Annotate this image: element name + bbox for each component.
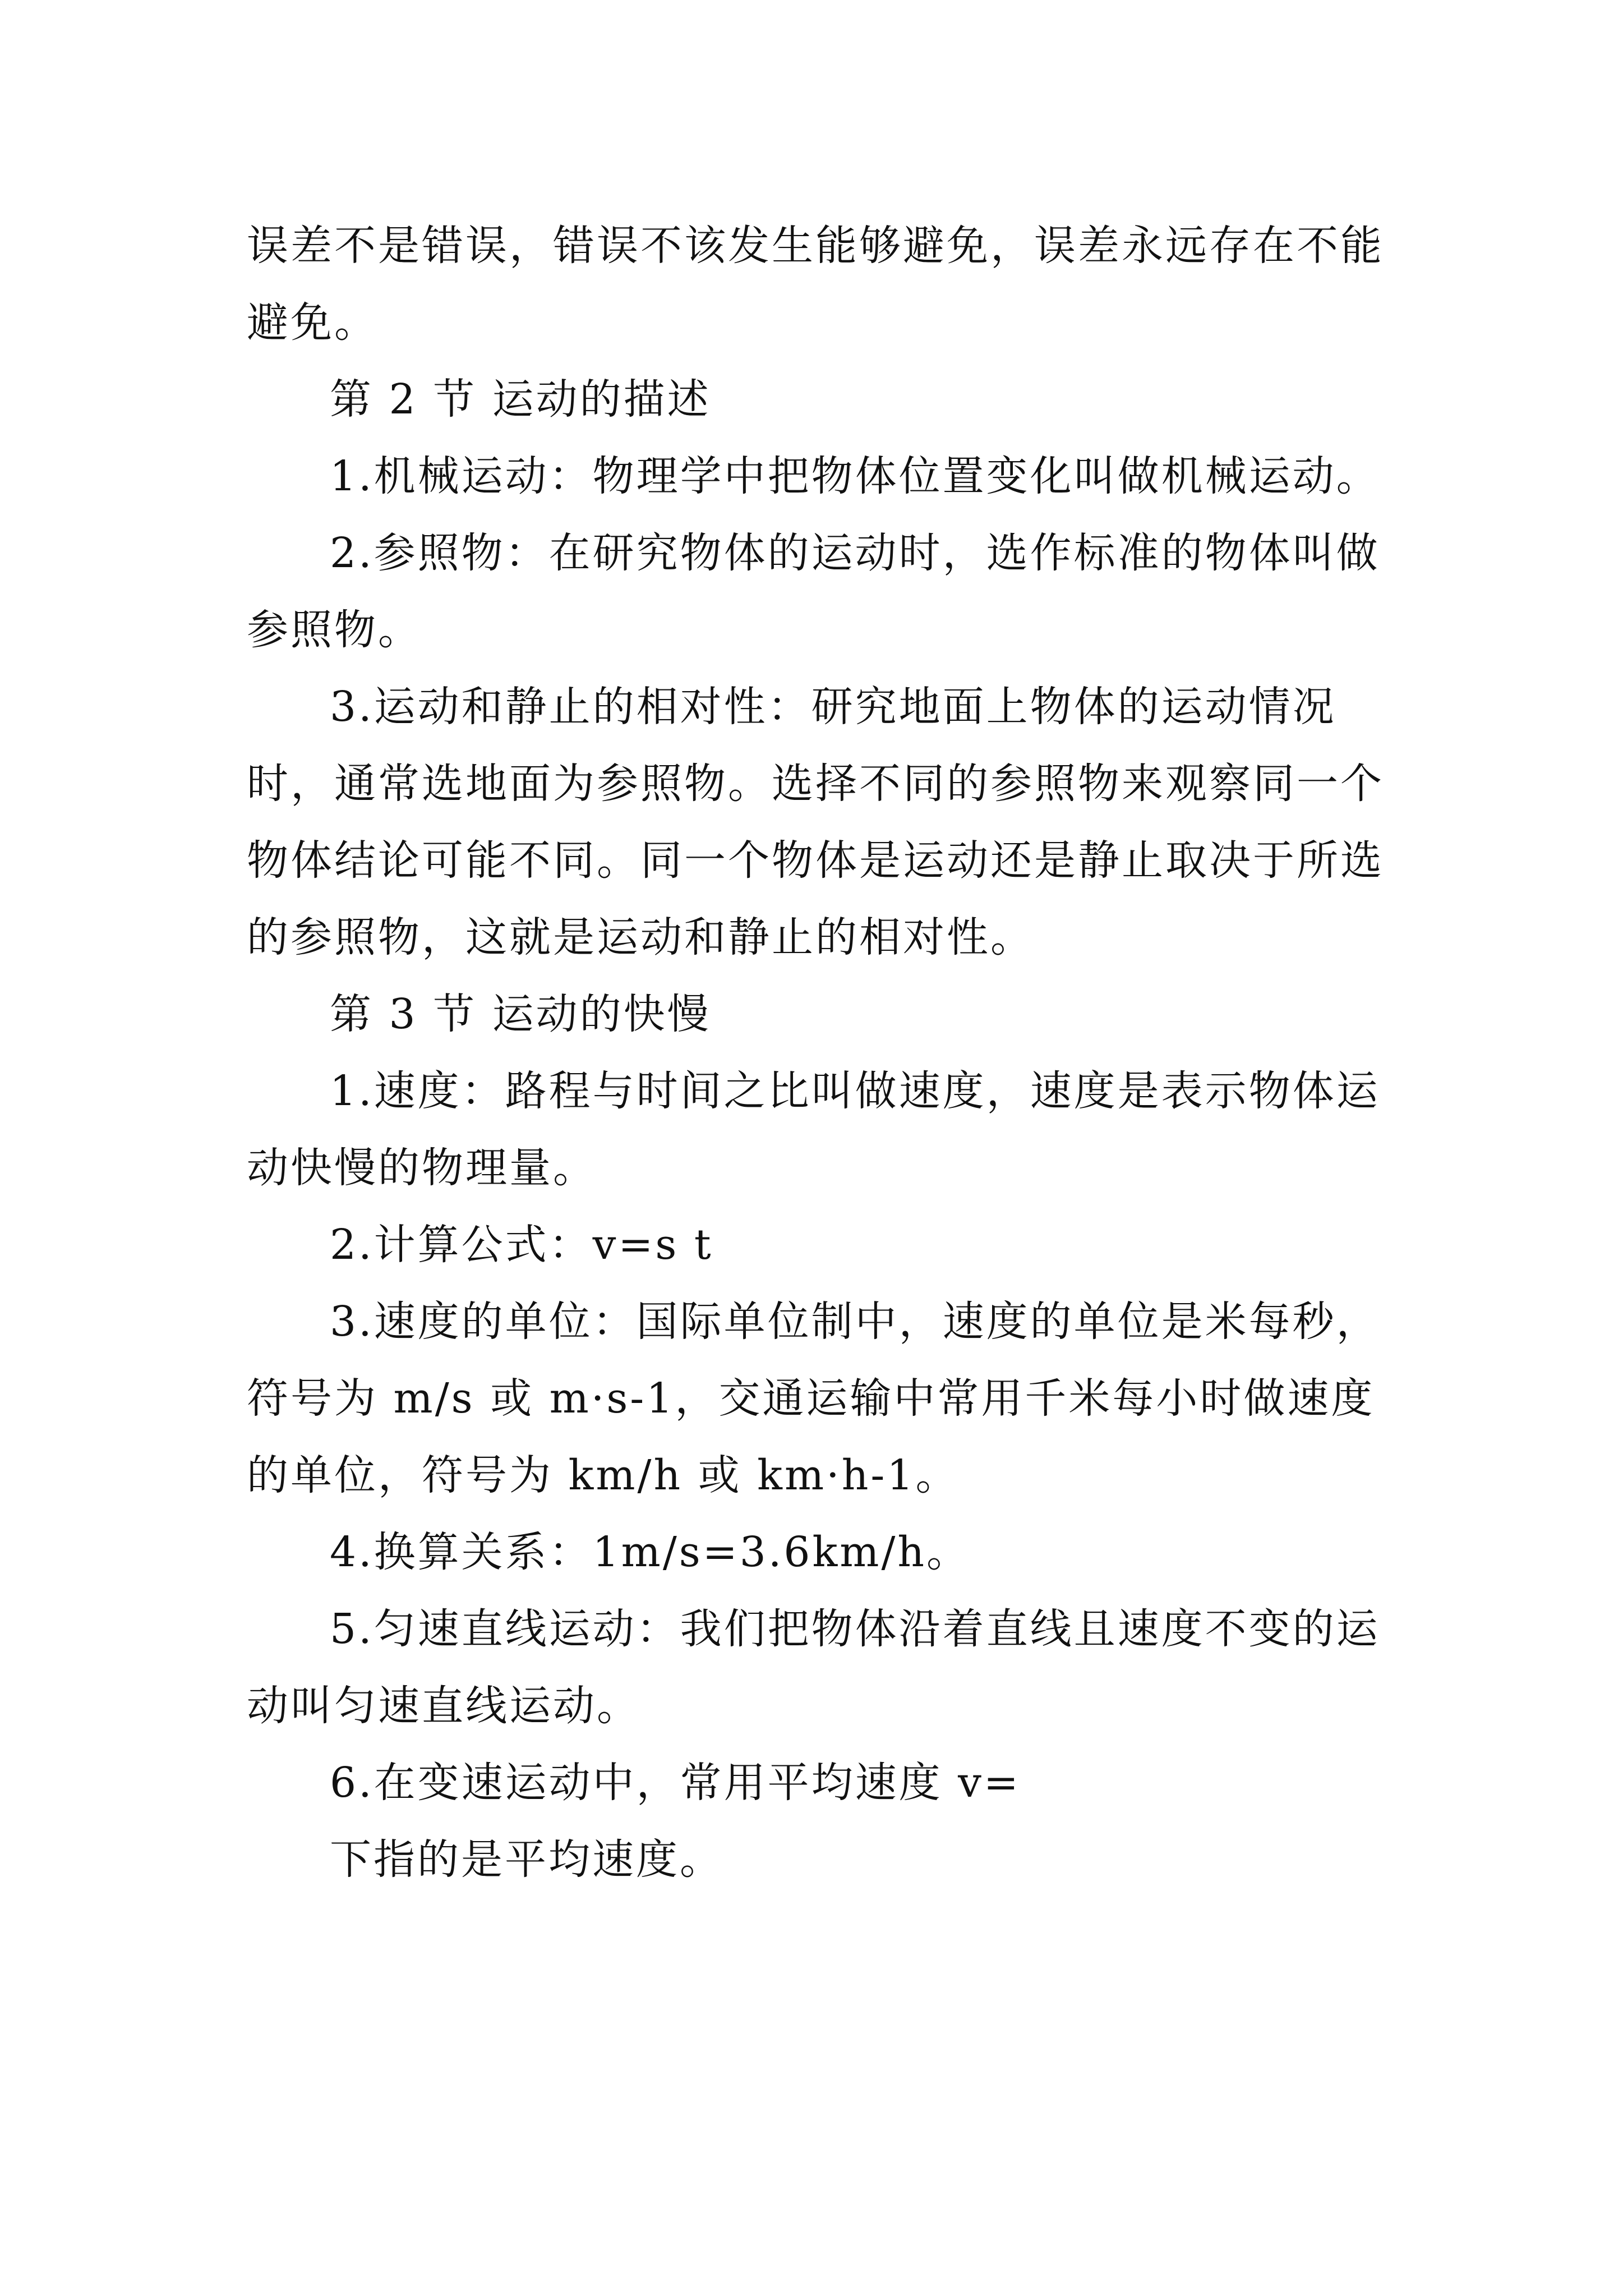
section-3-heading: 第 3 节 运动的快慢 bbox=[330, 990, 711, 1038]
section-2-item-1: 1.机械运动：物理学中把物体位置变化叫做机械运动。 bbox=[330, 452, 1380, 500]
section-3-item-5: 5.匀速直线运动：我们把物体沿着直线且速度不变的运动叫匀速直线运动。 bbox=[247, 1605, 1380, 1730]
section-3-item-6-continuation: 下指的是平均速度。 bbox=[330, 1835, 723, 1884]
section-3-item-2: 2.计算公式：v=s t bbox=[330, 1221, 713, 1269]
section-3-item-3: 3.速度的单位：国际单位制中，速度的单位是米每秒，符号为 m/s 或 m·s-1，交通运输中常用千米每小时做速度的单位，符号为 km/h 或 km·h-1。 bbox=[247, 1297, 1380, 1499]
section-2-item-3: 3.运动和静止的相对性：研究地面上物体的运动情况时，通常选地面为参照物。选择不同的参照物来观察同一个物体结论可能不同。同一个物体是运动还是静止取决于所选的参照物，这就是运动和静止的相对性。 bbox=[247, 683, 1384, 961]
document-body bbox=[247, 208, 1385, 1898]
section-3-item-4: 4.换算关系：1m/s=3.6km/h。 bbox=[330, 1528, 971, 1576]
section-2-heading: 第 2 节 运动的描述 bbox=[330, 375, 711, 424]
section-2-item-2: 2.参照物：在研究物体的运动时，选作标准的物体叫做参照物。 bbox=[247, 529, 1380, 654]
intro-paragraph: 误差不是错误，错误不该发生能够避免，误差永远存在不能避免。 bbox=[247, 222, 1384, 347]
section-3-item-1: 1.速度：路程与时间之比叫做速度，速度是表示物体运动快慢的物理量。 bbox=[247, 1067, 1380, 1192]
section-3-item-6: 6.在变速运动中，常用平均速度 v= bbox=[330, 1759, 1021, 1807]
